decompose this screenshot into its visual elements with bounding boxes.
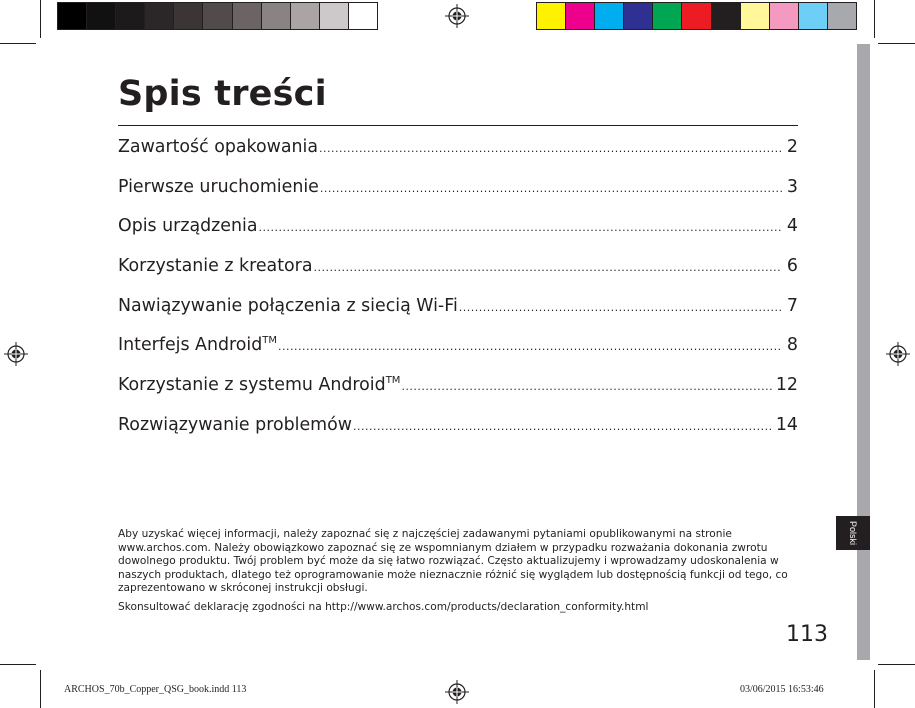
info-paragraph: Aby uzyskać więcej informacji, należy zapoznać się z najczęściej zadawanymi pytaniami opublikowanymi na stronie www.archos.com. Należy obowiązkowo zapoznać się ze wspomnianym działem w przypadku rozważania dokonania zwrotu dowolnego produktu. Twój problem być może da się łatwo rozwiązać. Często aktualizujemy i wprowadzamy udoskonalenia w naszych produktach, dlatego też oprogramowanie może nieznacznie różnić się wyglądem lub dostępnością funkcji od tego, co zaprezentowano w skróconej instrukcji obsługi.: [118, 528, 788, 595]
page-title: Spis treści: [118, 74, 327, 114]
language-tab-label: Polski: [847, 520, 858, 546]
trademark-superscript: TM: [385, 375, 401, 387]
color-swatch: [741, 3, 770, 29]
color-swatch: [203, 3, 232, 29]
color-swatch: [145, 3, 174, 29]
color-swatch: [349, 3, 377, 29]
toc-page-number: 12: [775, 375, 798, 396]
toc-leader-dots: [353, 420, 772, 433]
toc-entry[interactable]: [118, 326, 798, 366]
color-swatch: [262, 3, 291, 29]
registration-mark-icon: [445, 4, 469, 28]
crop-mark: [0, 43, 36, 44]
toc-entry[interactable]: [118, 406, 798, 446]
registration-mark-icon: [445, 680, 469, 704]
process-color-bar: [536, 2, 857, 30]
declaration-paragraph: Skonsultować deklarację zgodności na http://www.archos.com/products/declaration_conformity.html: [118, 600, 649, 613]
registration-mark-icon: [4, 342, 28, 366]
toc-leader-dots: [320, 182, 782, 195]
color-swatch: [537, 3, 566, 29]
color-swatch: [770, 3, 799, 29]
slug-filename: ARCHOS_70b_Copper_QSG_book.indd 113: [64, 684, 247, 695]
toc-page-number: 3: [786, 176, 798, 197]
toc-leader-dots: [319, 142, 782, 155]
color-swatch: [828, 3, 856, 29]
color-swatch: [682, 3, 711, 29]
toc-leader-dots: [459, 301, 782, 314]
toc-entry-title: Zawartość opakowania: [118, 137, 319, 157]
color-swatch: [87, 3, 116, 29]
color-swatch: [595, 3, 624, 29]
toc-entry-title: Opis urządzenia: [118, 216, 258, 237]
color-swatch: [624, 3, 653, 29]
toc-page-number: 14: [775, 414, 798, 435]
toc-entry[interactable]: [118, 207, 798, 247]
crop-mark: [40, 0, 41, 38]
toc-entry[interactable]: [118, 247, 798, 287]
color-swatch: [174, 3, 203, 29]
registration-mark-icon: [886, 342, 910, 366]
crop-mark: [874, 0, 875, 38]
crop-mark: [40, 670, 41, 708]
info-note: [118, 528, 802, 620]
color-swatch: [291, 3, 320, 29]
language-tab: [836, 516, 870, 550]
toc-entry[interactable]: [118, 128, 798, 168]
toc-page-number: 2: [786, 137, 798, 157]
toc-entry[interactable]: [118, 366, 798, 406]
crop-mark: [878, 43, 915, 44]
toc-entry-title: Korzystanie z kreatora: [118, 256, 313, 277]
toc-entry[interactable]: [118, 168, 798, 208]
toc-page-number: 4: [786, 216, 798, 237]
color-swatch: [233, 3, 262, 29]
table-of-contents: [118, 128, 798, 446]
color-swatch: [712, 3, 741, 29]
toc-entry-title: Korzystanie z systemu Android™: [118, 375, 401, 396]
trademark-superscript: TM: [262, 335, 278, 347]
page-number: 113: [786, 622, 828, 647]
color-swatch: [58, 3, 87, 29]
toc-page-number: 6: [786, 256, 798, 277]
toc-leader-dots: [258, 221, 782, 234]
crop-mark: [0, 664, 36, 665]
toc-leader-dots: [401, 380, 771, 393]
toc-entry[interactable]: [118, 287, 798, 327]
crop-mark: [878, 664, 915, 665]
toc-entry-title: Nawiązywanie połączenia z siecią Wi-Fi: [118, 295, 458, 316]
color-swatch: [653, 3, 682, 29]
color-swatch: [116, 3, 145, 29]
toc-leader-dots: [313, 261, 782, 274]
toc-leader-dots: [278, 340, 782, 353]
side-strip: [857, 44, 870, 660]
color-swatch: [566, 3, 595, 29]
color-swatch: [320, 3, 349, 29]
toc-entry-title: Rozwiązywanie problemów: [118, 414, 352, 435]
crop-mark: [874, 670, 875, 708]
slug-datetime: 03/06/2015 16:53:46: [740, 684, 824, 695]
title-divider: [118, 125, 798, 126]
toc-page-number: 7: [786, 295, 798, 316]
toc-page-number: 8: [786, 335, 798, 356]
grayscale-color-bar: [57, 2, 378, 30]
color-swatch: [799, 3, 828, 29]
toc-entry-title: Interfejs Android™: [118, 335, 278, 356]
toc-entry-title: Pierwsze uruchomienie: [118, 176, 319, 197]
